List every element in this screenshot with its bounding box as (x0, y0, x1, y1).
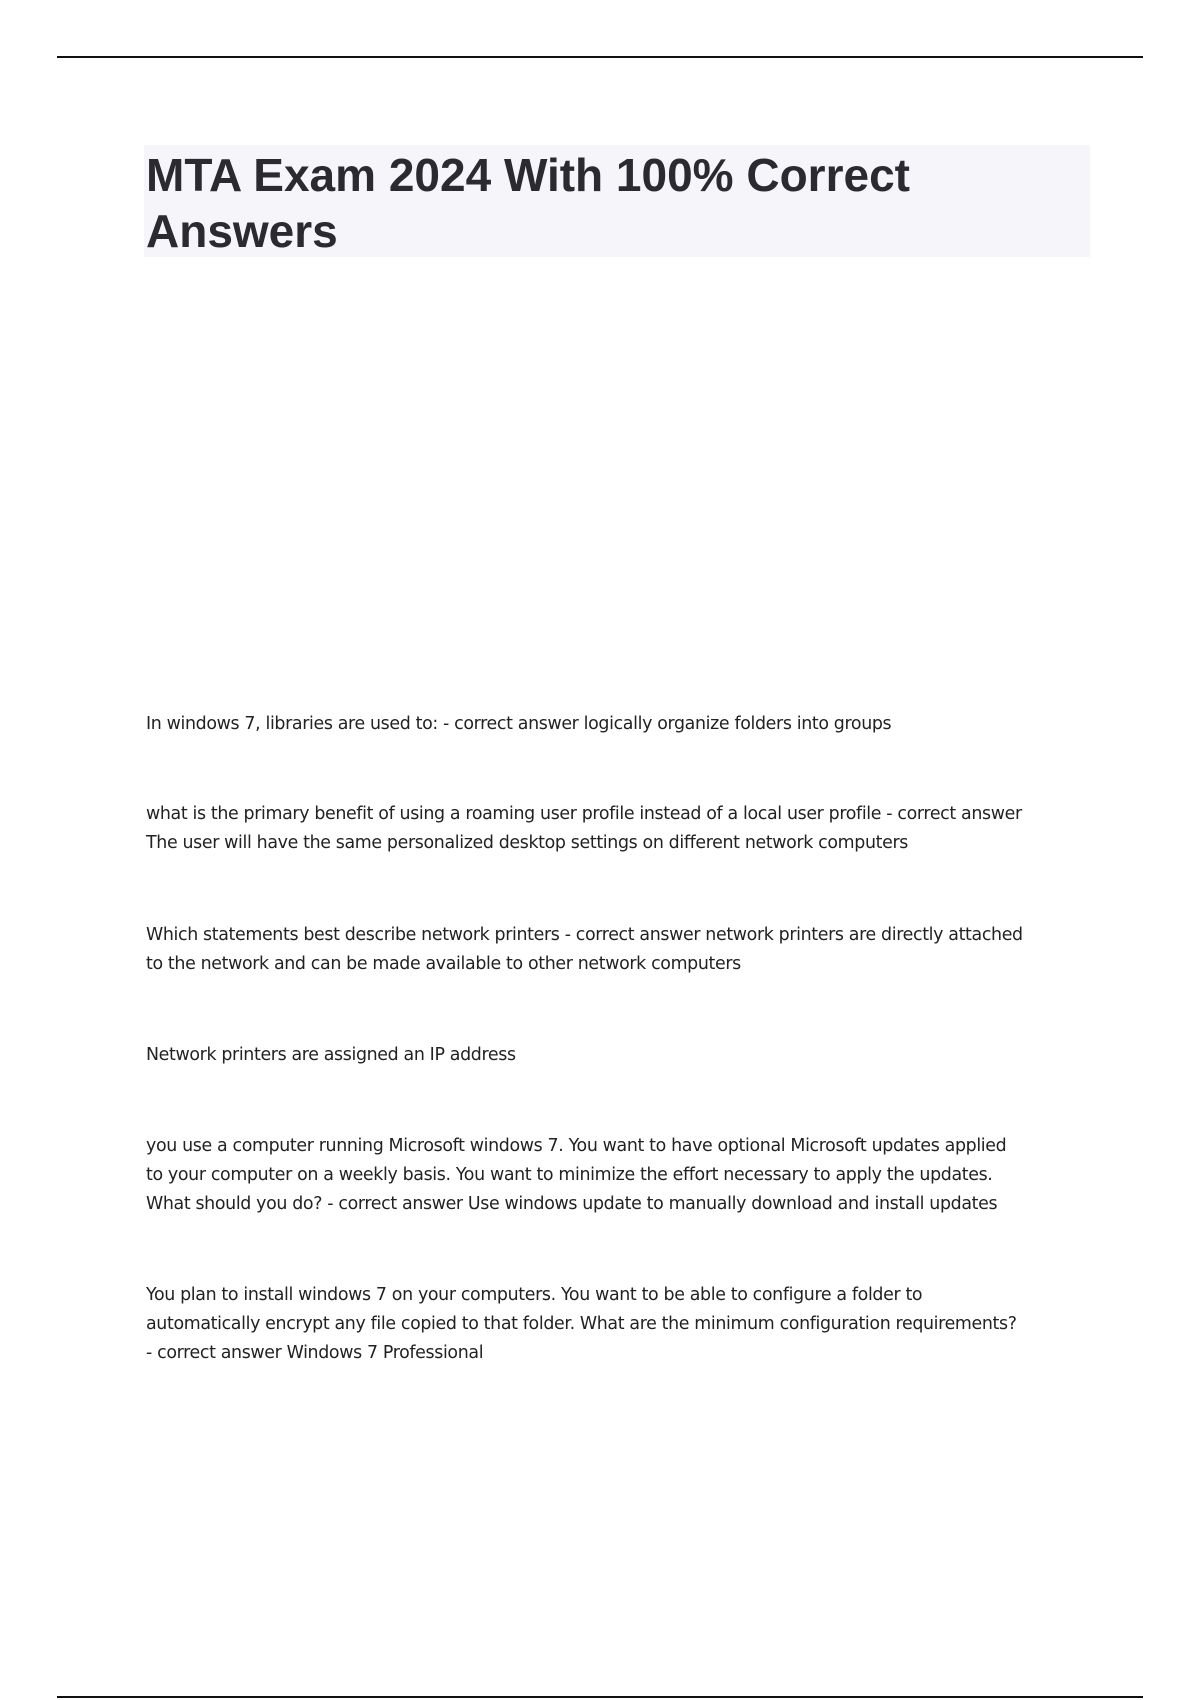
qa-line: to your computer on a weekly basis. You want to minimize the effort necessary to apply the updates. (146, 1165, 993, 1185)
qa-line: you use a computer running Microsoft windows 7. You want to have optional Microsoft updates applied (146, 1136, 1007, 1156)
title-line: Answers (146, 205, 338, 257)
page-title (146, 147, 1046, 259)
qa-item (146, 1041, 1096, 1070)
qa-item (146, 1132, 1096, 1219)
qa-line: what is the primary benefit of using a roaming user profile instead of a local user profile - correct answer (146, 804, 1022, 824)
qa-line: to the network and can be made available to other network computers (146, 954, 741, 974)
top-rule (57, 56, 1143, 58)
qa-line: You plan to install windows 7 on your computers. You want to be able to configure a folder to (146, 1285, 923, 1305)
qa-line: automatically encrypt any file copied to that folder. What are the minimum configuration requirements? (146, 1314, 1017, 1334)
qa-line: What should you do? - correct answer Use windows update to manually download and install updates (146, 1194, 998, 1214)
qa-line: - correct answer Windows 7 Professional (146, 1343, 484, 1363)
qa-line: In windows 7, libraries are used to: - correct answer logically organize folders into groups (146, 714, 892, 734)
qa-item (146, 710, 1096, 739)
qa-line: Which statements best describe network printers - correct answer network printers are directly attached (146, 925, 1023, 945)
qa-item (146, 921, 1096, 979)
qa-line: Network printers are assigned an IP address (146, 1045, 516, 1065)
qa-item (146, 800, 1096, 858)
qa-item (146, 1281, 1096, 1368)
title-line: MTA Exam 2024 With 100% Correct (146, 149, 910, 201)
bottom-rule (57, 1696, 1143, 1698)
qa-line: The user will have the same personalized desktop settings on different network computers (146, 833, 908, 853)
